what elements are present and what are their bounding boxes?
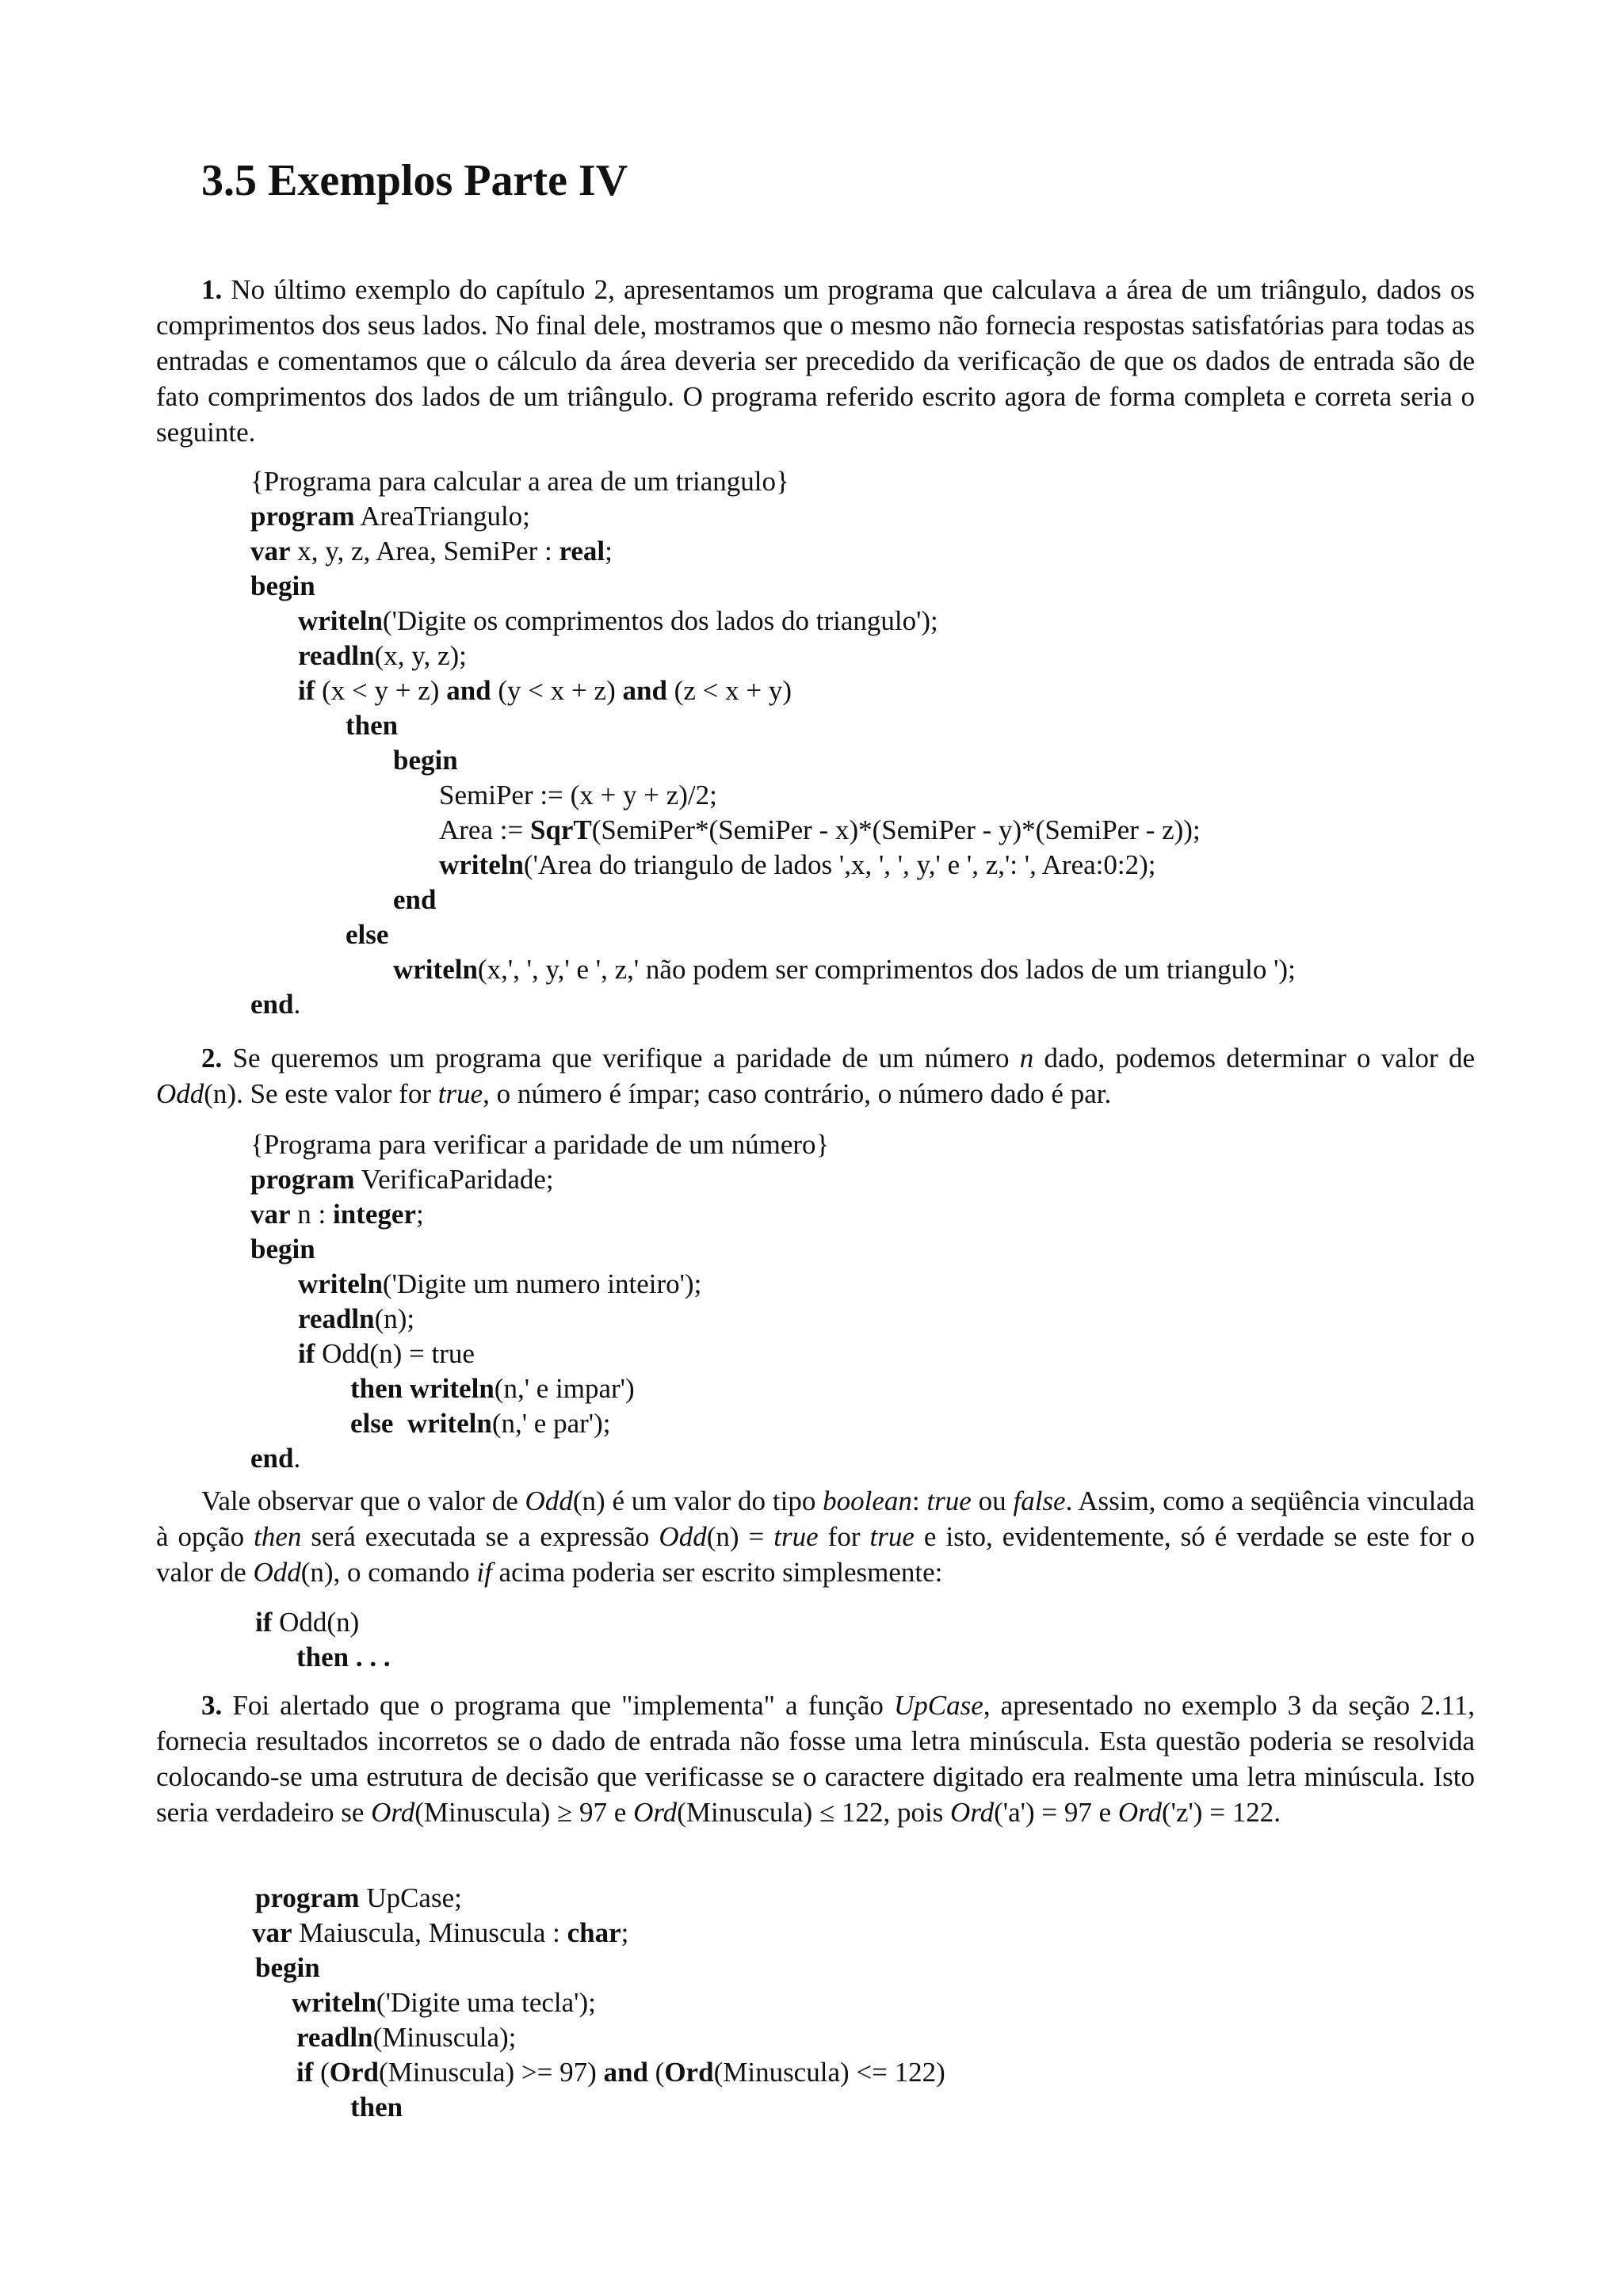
- section-heading: 3.5 Exemplos Parte IV: [201, 156, 628, 205]
- example-number: 1.: [201, 274, 223, 305]
- paragraph-text: No último exemplo do capítulo 2, apresentamos um programa que calculava a área de um triângulo, dados os comprimentos dos seus lados. No final dele, mostramos que o mesmo não fornecia respostas satisfatórias para todas as entradas e comentamos que o cálculo da área deveria ser precedido da verificação de que os dados de entrada são de fato comprimentos dos lados de um triângulo. O programa referido escrito agora de forma completa e correta seria o seguinte.: [156, 274, 1475, 448]
- code-verifica-paridade: [250, 1127, 829, 1476]
- code-line: then . . .: [296, 1642, 391, 1672]
- code-line: readln(n);: [298, 1303, 415, 1334]
- code-line: SemiPer := (x + y + z)/2;: [439, 780, 717, 810]
- code-upcase: [252, 1881, 945, 2125]
- code-line: program VerificaParidade;: [250, 1164, 554, 1195]
- example-number: 3.: [201, 1690, 223, 1721]
- code-line: if (x < y + z) and (y < x + z) and (z < x + y): [298, 675, 792, 706]
- code-line: begin: [250, 1234, 315, 1264]
- code-area-triangulo: [250, 464, 1296, 1022]
- code-line: {Programa para verificar a paridade de um número}: [250, 1129, 830, 1160]
- code-line: if Odd(n) = true: [298, 1338, 475, 1369]
- code-line: end.: [250, 1443, 301, 1474]
- code-line: writeln(x,', ', y,' e ', z,' não podem ser comprimentos dos lados de um triangulo ');: [393, 954, 1296, 985]
- code-line: then: [346, 710, 399, 741]
- code-line: end: [393, 884, 437, 915]
- code-line: writeln('Area do triangulo de lados ',x, ', ', y,' e ', z,': ', Area:0:2);: [439, 849, 1156, 880]
- code-line: program UpCase;: [255, 1882, 462, 1913]
- code-line: writeln('Digite os comprimentos dos lados do triangulo');: [298, 605, 938, 636]
- code-if-snippet: [255, 1605, 391, 1675]
- code-line: begin: [250, 570, 315, 601]
- code-line: if (Ord(Minuscula) >= 97) and (Ord(Minuscula) <= 122): [296, 2057, 945, 2088]
- code-line: var x, y, z, Area, SemiPer : real;: [250, 536, 613, 566]
- code-line: var Maiuscula, Minuscula : char;: [252, 1917, 629, 1948]
- code-line: var n : integer;: [250, 1199, 424, 1230]
- example-number: 2.: [201, 1043, 223, 1074]
- code-line: end.: [250, 989, 301, 1020]
- code-line: if Odd(n): [255, 1607, 360, 1638]
- code-line: readln(Minuscula);: [296, 2022, 517, 2053]
- code-line: Area := SqrT(SemiPer*(SemiPer - x)*(SemiPer - y)*(SemiPer - z));: [439, 814, 1201, 845]
- code-line: then writeln(n,' e impar'): [350, 1373, 635, 1404]
- code-line: readln(x, y, z);: [298, 640, 467, 671]
- paragraph-odd-note: Vale observar que o valor de Odd(n) é um valor do tipo boolean: true ou false. Assim, como a seqüência vinculada à opção then será executada se a expressão Odd(n) = true for true e isto, evidentemente, só é verdade se este for o valor de Odd(n), o comando if acima poderia ser escrito simplesmente:: [156, 1486, 1476, 1588]
- code-line: else: [346, 919, 389, 950]
- paragraph-example-1: [156, 272, 1475, 450]
- code-line: {Programa para calcular a area de um triangulo}: [250, 466, 789, 497]
- code-line: begin: [393, 745, 458, 776]
- code-line: then: [350, 2092, 403, 2122]
- paragraph-example-3: 3. Foi alertado que o programa que "implementa" a função UpCase, apresentado no exemplo 3 da seção 2.11, fornecia resultados incorretos se o dado de entrada não fosse uma letra minúscula. Esta questão poderia se resolvida colocando-se uma estrutura de decisão que verificasse se o caractere digitado era realmente uma letra minúscula. Isto seria verdadeiro se Ord(Minuscula) ≥ 97 e Ord(Minuscula) ≤ 122, pois Ord('a') = 97 e Ord('z') = 122.: [156, 1690, 1475, 1828]
- code-line: writeln('Digite uma tecla');: [292, 1987, 596, 2018]
- code-line: writeln('Digite um numero inteiro');: [298, 1268, 702, 1299]
- code-line: program AreaTriangulo;: [250, 501, 530, 532]
- code-line: begin: [255, 1952, 320, 1983]
- paragraph-example-2: 2. Se queremos um programa que verifique a paridade de um número n dado, podemos determinar o valor de Odd(n). Se este valor for true, o número é ímpar; caso contrário, o número dado é par.: [156, 1043, 1475, 1109]
- code-line: else writeln(n,' e par');: [350, 1408, 611, 1439]
